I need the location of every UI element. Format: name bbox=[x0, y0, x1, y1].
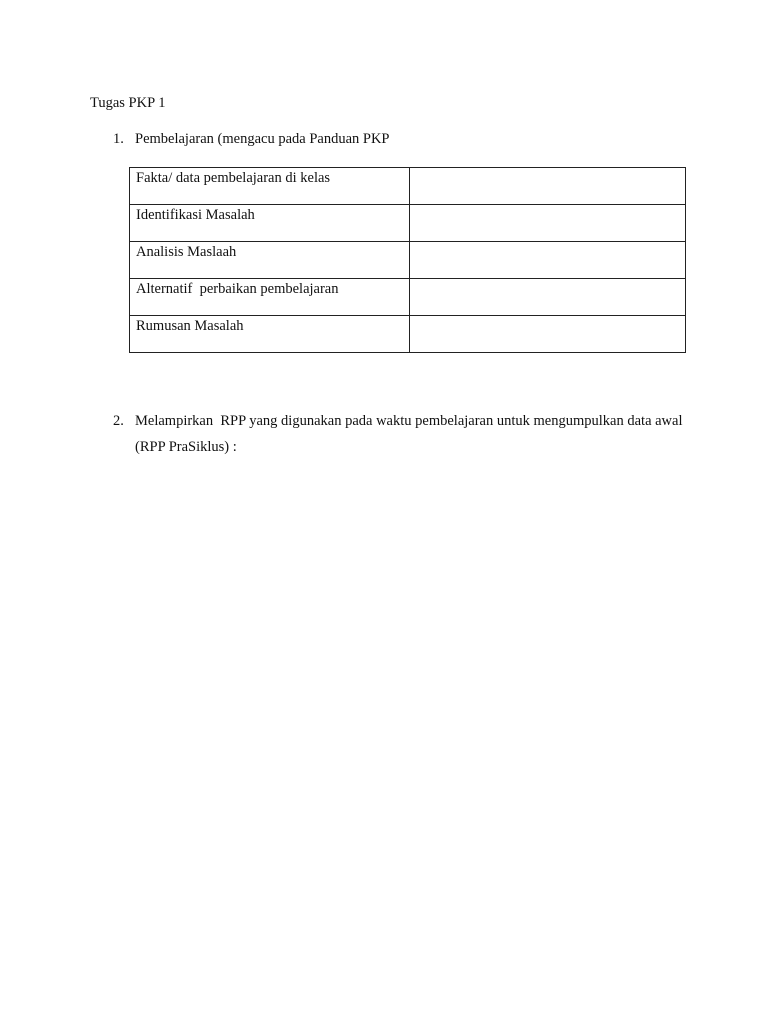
table-row-value-cell bbox=[410, 168, 686, 205]
table-row-label: Rumusan Masalah bbox=[130, 316, 410, 353]
table-row-label: Fakta/ data pembelajaran di kelas bbox=[130, 168, 410, 205]
table-row-value-cell bbox=[410, 279, 686, 316]
table-row-label: Alternatif perbaikan pembelajaran bbox=[130, 279, 410, 316]
table-row bbox=[130, 316, 686, 353]
list-item-text: Pembelajaran (mengacu pada Panduan PKP bbox=[135, 131, 390, 147]
table-row-label: Identifikasi Masalah bbox=[130, 205, 410, 242]
table-row-value-cell bbox=[410, 316, 686, 353]
list-item-1 bbox=[113, 126, 673, 152]
table-row-value-cell bbox=[410, 242, 686, 279]
table-row-label: Analisis Maslaah bbox=[130, 242, 410, 279]
learning-analysis-table bbox=[129, 167, 686, 353]
table-row bbox=[130, 168, 686, 205]
list-number: 2. bbox=[113, 413, 124, 429]
table-row bbox=[130, 279, 686, 316]
list-item-2 bbox=[113, 408, 687, 464]
list-item-text: Melampirkan RPP yang digunakan pada waktu pembelajaran untuk mengumpulkan data awal (RPP PraSiklus) : bbox=[135, 413, 687, 455]
table-row bbox=[130, 205, 686, 242]
list-number: 1. bbox=[113, 131, 124, 147]
document-title: Tugas PKP 1 bbox=[90, 95, 166, 111]
table-row-value-cell bbox=[410, 205, 686, 242]
table-row bbox=[130, 242, 686, 279]
